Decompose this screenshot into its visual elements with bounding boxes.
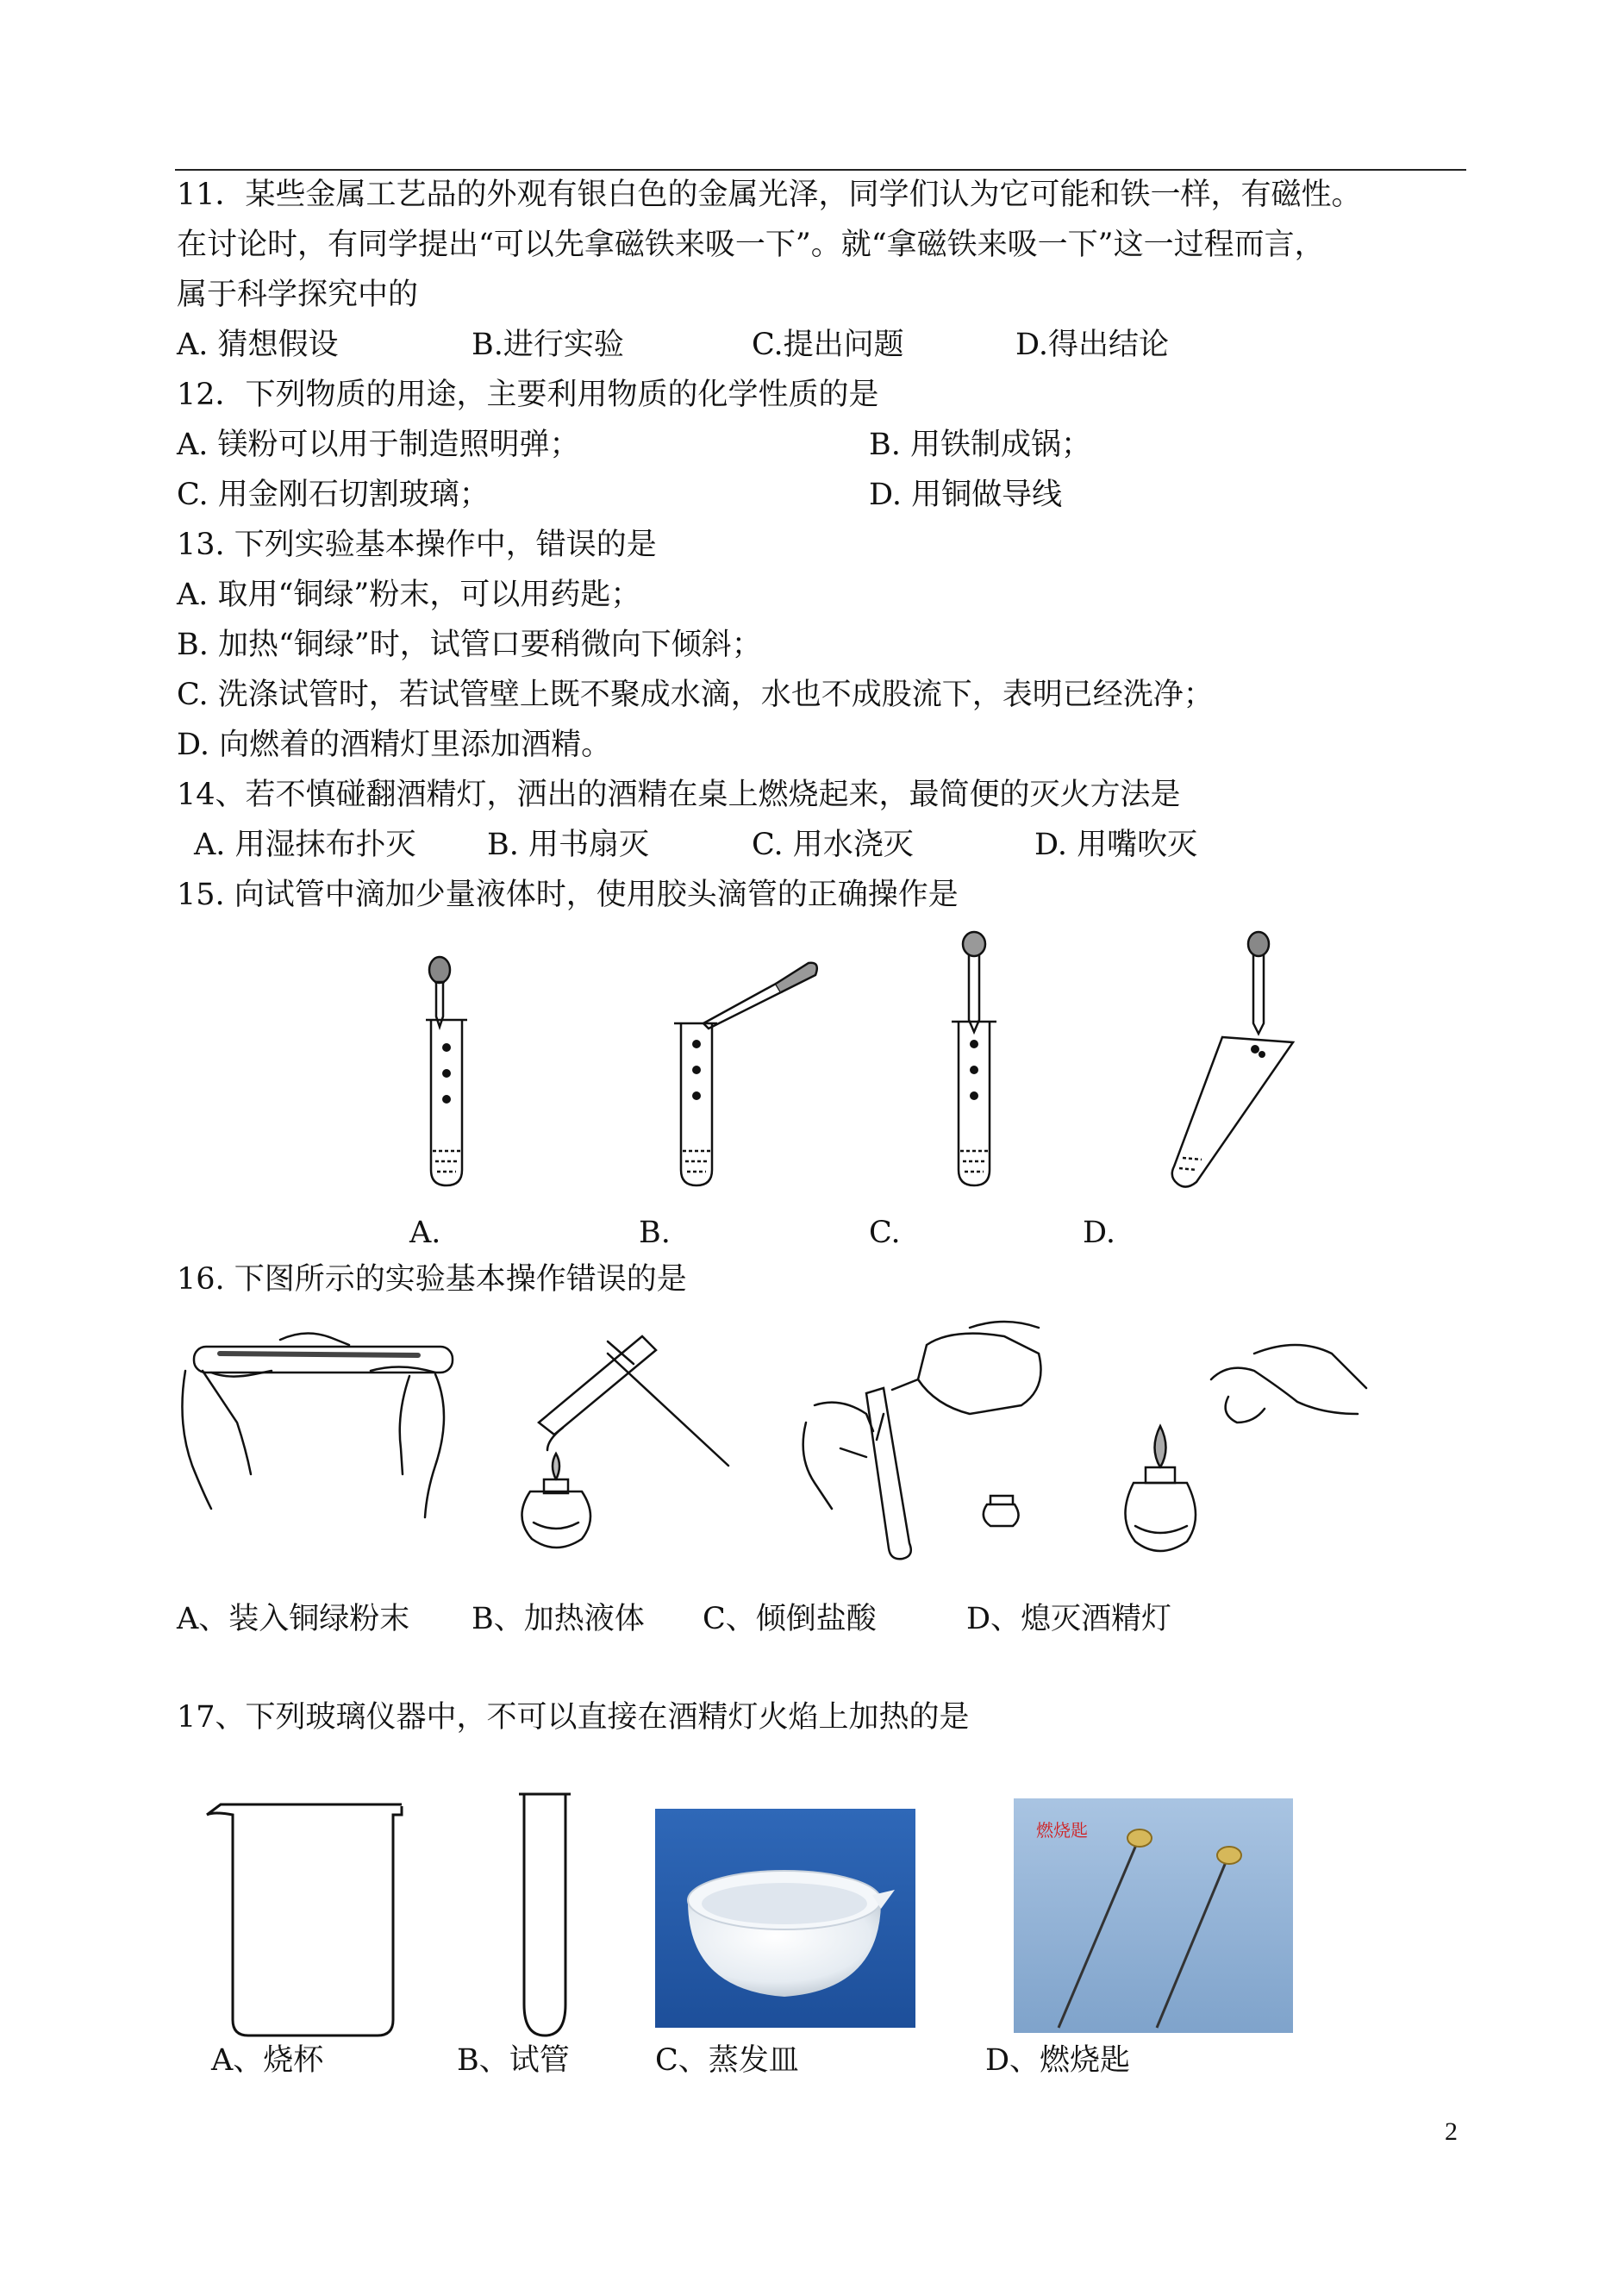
q14-option-c: C. 用水浇灭 (752, 828, 914, 862)
q17-option-c: C、蒸发皿 (655, 2043, 799, 2078)
q14-stem: 14、若不慎碰翻酒精灯，洒出的酒精在桌上燃烧起来，最简便的灭火方法是 (177, 778, 1181, 812)
q11-line-2: 在讨论时，有同学提出“可以先拿磁铁来吸一下”。就“拿磁铁来吸一下”这一过程而言， (177, 228, 1325, 262)
q16-figure-d (1125, 1345, 1366, 1551)
q16-figure-b (522, 1336, 728, 1548)
q16-option-d: D、熄灭酒精灯 (966, 1602, 1172, 1636)
q17-option-a: A、烧杯 (211, 2043, 324, 2078)
q14-option-d: D. 用嘴吹灭 (1034, 828, 1198, 862)
q15-label-d: D. (1083, 1216, 1115, 1250)
q17-stem: 17、下列玻璃仪器中，不可以直接在酒精灯火焰上加热的是 (177, 1700, 970, 1735)
q15-figure-c (952, 932, 996, 1185)
q16-option-b: B、加热液体 (472, 1602, 645, 1636)
q17-option-b: B、试管 (457, 2043, 570, 2078)
q12-option-c: C. 用金刚石切割玻璃； (177, 478, 490, 512)
q11-line-3: 属于科学探究中的 (177, 278, 419, 312)
q17-beaker-figure (198, 1789, 405, 2039)
q16-operations-figure (177, 1319, 1384, 1569)
header-rule (175, 169, 1466, 171)
q15-label-b: B. (639, 1216, 671, 1250)
q15-dropper-figure (397, 927, 1327, 1203)
q16-figure-c (803, 1322, 1041, 1559)
q12-option-b: B. 用铁制成锅； (869, 428, 1091, 462)
q17-option-d: D、燃烧匙 (985, 2043, 1131, 2078)
q15-figure-b (674, 963, 817, 1185)
q13-option-b: B. 加热“铜绿”时，试管口要稍微向下倾斜； (177, 628, 762, 662)
q15-label-a: A. (409, 1216, 441, 1250)
q12-option-d: D. 用铜做导线 (869, 478, 1063, 512)
q15-stem: 15. 向试管中滴加少量液体时，使用胶头滴管的正确操作是 (177, 878, 959, 912)
q11-option-d: D.得出结论 (1015, 328, 1169, 362)
page-number: 2 (1445, 2117, 1458, 2146)
q17-test-tube-figure (512, 1789, 578, 2039)
q16-option-c: C、倾倒盐酸 (703, 1602, 877, 1636)
q16-stem: 16. 下图所示的实验基本操作错误的是 (177, 1262, 687, 1297)
q17-photo-label: 燃烧匙 (1036, 1820, 1088, 1841)
q13-option-d: D. 向燃着的酒精灯里添加酒精。 (177, 728, 612, 762)
q14-option-b: B. 用书扇灭 (487, 828, 649, 862)
q13-option-c: C. 洗涤试管时，若试管壁上既不聚成水滴，水也不成股流下，表明已经洗净； (177, 678, 1214, 712)
q12-stem: 12．下列物质的用途，主要利用物质的化学性质的是 (177, 378, 879, 412)
q15-label-c: C. (869, 1216, 901, 1250)
q11-option-a: A. 猜想假设 (177, 328, 339, 362)
q11-option-b: B.进行实验 (472, 328, 624, 362)
q11-line-1: 11．某些金属工艺品的外观有银白色的金属光泽，同学们认为它可能和铁一样，有磁性。 (177, 178, 1362, 212)
q12-option-a: A. 镁粉可以用于制造照明弹； (177, 428, 580, 462)
q17-combustion-spoon-photo (1014, 1798, 1293, 2033)
q13-option-a: A. 取用“铜绿”粉末，可以用药匙； (177, 578, 641, 612)
q15-figure-d (1172, 932, 1293, 1187)
q14-option-a: A. 用湿抹布扑灭 (194, 828, 416, 862)
q13-stem: 13. 下列实验基本操作中，错误的是 (177, 528, 657, 562)
q16-figure-a (182, 1333, 453, 1517)
q16-option-a: A、装入铜绿粉末 (177, 1602, 410, 1636)
q11-option-c: C.提出问题 (752, 328, 904, 362)
q17-evaporating-dish-photo (655, 1809, 915, 2028)
